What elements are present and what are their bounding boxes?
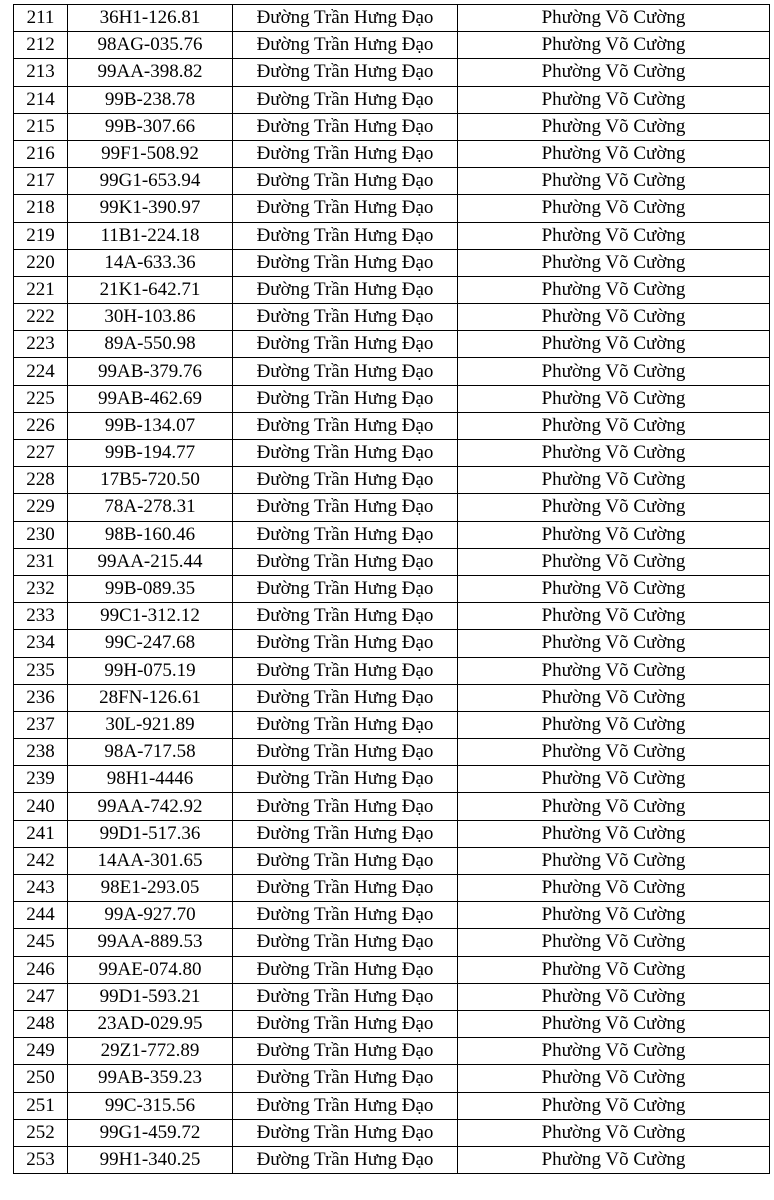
license-plate-cell: 30H-103.86: [68, 304, 233, 331]
street-cell: Đường Trần Hưng Đạo: [233, 385, 458, 412]
street-cell: Đường Trần Hưng Đạo: [233, 195, 458, 222]
ward-cell: Phường Võ Cường: [458, 956, 770, 983]
ward-cell: Phường Võ Cường: [458, 168, 770, 195]
table-row: [14, 603, 770, 630]
row-number-cell: 228: [14, 467, 68, 494]
ward-cell: Phường Võ Cường: [458, 1092, 770, 1119]
ward-cell: Phường Võ Cường: [458, 249, 770, 276]
ward-cell: Phường Võ Cường: [458, 86, 770, 113]
ward-cell: Phường Võ Cường: [458, 1065, 770, 1092]
ward-cell: Phường Võ Cường: [458, 630, 770, 657]
row-number-cell: 249: [14, 1038, 68, 1065]
ward-cell: Phường Võ Cường: [458, 603, 770, 630]
table-row: [14, 684, 770, 711]
table-row: [14, 5, 770, 32]
table-row: [14, 195, 770, 222]
license-plate-cell: 98B-160.46: [68, 521, 233, 548]
table-row: [14, 32, 770, 59]
license-plate-cell: 98E1-293.05: [68, 875, 233, 902]
row-number-cell: 223: [14, 331, 68, 358]
table-body: [14, 5, 770, 1174]
license-plate-cell: 99AA-398.82: [68, 59, 233, 86]
table-row: [14, 86, 770, 113]
street-cell: Đường Trần Hưng Đạo: [233, 739, 458, 766]
ward-cell: Phường Võ Cường: [458, 1038, 770, 1065]
table-row: [14, 304, 770, 331]
license-plate-cell: 78A-278.31: [68, 494, 233, 521]
street-cell: Đường Trần Hưng Đạo: [233, 847, 458, 874]
table-row: [14, 575, 770, 602]
street-cell: Đường Trần Hưng Đạo: [233, 59, 458, 86]
row-number-cell: 220: [14, 249, 68, 276]
row-number-cell: 212: [14, 32, 68, 59]
license-plate-cell: 11B1-224.18: [68, 222, 233, 249]
street-cell: Đường Trần Hưng Đạo: [233, 494, 458, 521]
license-plate-cell: 99D1-517.36: [68, 820, 233, 847]
ward-cell: Phường Võ Cường: [458, 331, 770, 358]
license-plate-cell: 99B-307.66: [68, 113, 233, 140]
table-row: [14, 711, 770, 738]
ward-cell: Phường Võ Cường: [458, 793, 770, 820]
table-row: [14, 59, 770, 86]
table-row: [14, 1119, 770, 1146]
license-plate-cell: 36H1-126.81: [68, 5, 233, 32]
ward-cell: Phường Võ Cường: [458, 929, 770, 956]
row-number-cell: 245: [14, 929, 68, 956]
ward-cell: Phường Võ Cường: [458, 548, 770, 575]
license-plate-cell: 99H1-340.25: [68, 1146, 233, 1173]
street-cell: Đường Trần Hưng Đạo: [233, 983, 458, 1010]
row-number-cell: 236: [14, 684, 68, 711]
row-number-cell: 240: [14, 793, 68, 820]
license-plate-cell: 99F1-508.92: [68, 140, 233, 167]
table-row: [14, 630, 770, 657]
ward-cell: Phường Võ Cường: [458, 140, 770, 167]
table-row: [14, 548, 770, 575]
street-cell: Đường Trần Hưng Đạo: [233, 603, 458, 630]
ward-cell: Phường Võ Cường: [458, 875, 770, 902]
ward-cell: Phường Võ Cường: [458, 902, 770, 929]
street-cell: Đường Trần Hưng Đạo: [233, 1038, 458, 1065]
ward-cell: Phường Võ Cường: [458, 5, 770, 32]
table-row: [14, 739, 770, 766]
row-number-cell: 248: [14, 1010, 68, 1037]
license-plate-cell: 99K1-390.97: [68, 195, 233, 222]
license-plate-cell: 99D1-593.21: [68, 983, 233, 1010]
table-row: [14, 1065, 770, 1092]
street-cell: Đường Trần Hưng Đạo: [233, 331, 458, 358]
row-number-cell: 231: [14, 548, 68, 575]
row-number-cell: 214: [14, 86, 68, 113]
ward-cell: Phường Võ Cường: [458, 467, 770, 494]
street-cell: Đường Trần Hưng Đạo: [233, 5, 458, 32]
street-cell: Đường Trần Hưng Đạo: [233, 304, 458, 331]
ward-cell: Phường Võ Cường: [458, 276, 770, 303]
ward-cell: Phường Võ Cường: [458, 440, 770, 467]
license-plate-cell: 99AA-742.92: [68, 793, 233, 820]
row-number-cell: 225: [14, 385, 68, 412]
row-number-cell: 211: [14, 5, 68, 32]
table-row: [14, 956, 770, 983]
row-number-cell: 229: [14, 494, 68, 521]
row-number-cell: 216: [14, 140, 68, 167]
street-cell: Đường Trần Hưng Đạo: [233, 902, 458, 929]
row-number-cell: 213: [14, 59, 68, 86]
street-cell: Đường Trần Hưng Đạo: [233, 249, 458, 276]
street-cell: Đường Trần Hưng Đạo: [233, 820, 458, 847]
license-plate-cell: 99B-134.07: [68, 412, 233, 439]
street-cell: Đường Trần Hưng Đạo: [233, 467, 458, 494]
street-cell: Đường Trần Hưng Đạo: [233, 1065, 458, 1092]
license-plate-cell: 99C1-312.12: [68, 603, 233, 630]
street-cell: Đường Trần Hưng Đạo: [233, 412, 458, 439]
street-cell: Đường Trần Hưng Đạo: [233, 1119, 458, 1146]
row-number-cell: 222: [14, 304, 68, 331]
license-plate-cell: 99AE-074.80: [68, 956, 233, 983]
table-row: [14, 467, 770, 494]
ward-cell: Phường Võ Cường: [458, 358, 770, 385]
street-cell: Đường Trần Hưng Đạo: [233, 548, 458, 575]
street-cell: Đường Trần Hưng Đạo: [233, 168, 458, 195]
table-row: [14, 766, 770, 793]
street-cell: Đường Trần Hưng Đạo: [233, 113, 458, 140]
street-cell: Đường Trần Hưng Đạo: [233, 766, 458, 793]
street-cell: Đường Trần Hưng Đạo: [233, 657, 458, 684]
street-cell: Đường Trần Hưng Đạo: [233, 575, 458, 602]
street-cell: Đường Trần Hưng Đạo: [233, 793, 458, 820]
row-number-cell: 234: [14, 630, 68, 657]
table-row: [14, 331, 770, 358]
row-number-cell: 250: [14, 1065, 68, 1092]
ward-cell: Phường Võ Cường: [458, 711, 770, 738]
license-plate-cell: 99B-238.78: [68, 86, 233, 113]
ward-cell: Phường Võ Cường: [458, 195, 770, 222]
license-plate-cell: 99B-194.77: [68, 440, 233, 467]
row-number-cell: 219: [14, 222, 68, 249]
row-number-cell: 221: [14, 276, 68, 303]
row-number-cell: 218: [14, 195, 68, 222]
table-row: [14, 657, 770, 684]
street-cell: Đường Trần Hưng Đạo: [233, 222, 458, 249]
row-number-cell: 233: [14, 603, 68, 630]
street-cell: Đường Trần Hưng Đạo: [233, 1146, 458, 1173]
ward-cell: Phường Võ Cường: [458, 304, 770, 331]
row-number-cell: 237: [14, 711, 68, 738]
license-plate-cell: 99G1-459.72: [68, 1119, 233, 1146]
ward-cell: Phường Võ Cường: [458, 1119, 770, 1146]
license-plate-cell: 98AG-035.76: [68, 32, 233, 59]
row-number-cell: 224: [14, 358, 68, 385]
ward-cell: Phường Võ Cường: [458, 113, 770, 140]
table-row: [14, 875, 770, 902]
row-number-cell: 217: [14, 168, 68, 195]
license-plate-cell: 99B-089.35: [68, 575, 233, 602]
ward-cell: Phường Võ Cường: [458, 983, 770, 1010]
table-row: [14, 440, 770, 467]
street-cell: Đường Trần Hưng Đạo: [233, 956, 458, 983]
license-plate-cell: 98A-717.58: [68, 739, 233, 766]
table-row: [14, 820, 770, 847]
row-number-cell: 239: [14, 766, 68, 793]
table-row: [14, 1146, 770, 1173]
table-row: [14, 494, 770, 521]
row-number-cell: 241: [14, 820, 68, 847]
ward-cell: Phường Võ Cường: [458, 657, 770, 684]
table-row: [14, 1092, 770, 1119]
license-plate-cell: 99AB-462.69: [68, 385, 233, 412]
license-plate-cell: 99H-075.19: [68, 657, 233, 684]
row-number-cell: 238: [14, 739, 68, 766]
street-cell: Đường Trần Hưng Đạo: [233, 32, 458, 59]
row-number-cell: 226: [14, 412, 68, 439]
ward-cell: Phường Võ Cường: [458, 575, 770, 602]
table-row: [14, 276, 770, 303]
street-cell: Đường Trần Hưng Đạo: [233, 684, 458, 711]
row-number-cell: 243: [14, 875, 68, 902]
ward-cell: Phường Võ Cường: [458, 32, 770, 59]
street-cell: Đường Trần Hưng Đạo: [233, 1010, 458, 1037]
street-cell: Đường Trần Hưng Đạo: [233, 630, 458, 657]
table-row: [14, 847, 770, 874]
row-number-cell: 244: [14, 902, 68, 929]
license-plate-cell: 99AA-215.44: [68, 548, 233, 575]
ward-cell: Phường Võ Cường: [458, 739, 770, 766]
street-cell: Đường Trần Hưng Đạo: [233, 929, 458, 956]
table-row: [14, 902, 770, 929]
license-plate-cell: 99AB-379.76: [68, 358, 233, 385]
license-plate-cell: 99G1-653.94: [68, 168, 233, 195]
ward-cell: Phường Võ Cường: [458, 222, 770, 249]
table-row: [14, 1038, 770, 1065]
table-row: [14, 412, 770, 439]
license-plate-cell: 14AA-301.65: [68, 847, 233, 874]
table-row: [14, 385, 770, 412]
row-number-cell: 230: [14, 521, 68, 548]
table-row: [14, 140, 770, 167]
ward-cell: Phường Võ Cường: [458, 847, 770, 874]
license-plate-cell: 23AD-029.95: [68, 1010, 233, 1037]
row-number-cell: 246: [14, 956, 68, 983]
license-plate-cell: 21K1-642.71: [68, 276, 233, 303]
license-plate-cell: 28FN-126.61: [68, 684, 233, 711]
street-cell: Đường Trần Hưng Đạo: [233, 711, 458, 738]
street-cell: Đường Trần Hưng Đạo: [233, 140, 458, 167]
street-cell: Đường Trần Hưng Đạo: [233, 521, 458, 548]
license-plate-cell: 99C-247.68: [68, 630, 233, 657]
row-number-cell: 242: [14, 847, 68, 874]
ward-cell: Phường Võ Cường: [458, 684, 770, 711]
row-number-cell: 253: [14, 1146, 68, 1173]
street-cell: Đường Trần Hưng Đạo: [233, 1092, 458, 1119]
ward-cell: Phường Võ Cường: [458, 820, 770, 847]
license-plate-cell: 14A-633.36: [68, 249, 233, 276]
row-number-cell: 235: [14, 657, 68, 684]
street-cell: Đường Trần Hưng Đạo: [233, 358, 458, 385]
row-number-cell: 252: [14, 1119, 68, 1146]
license-plate-cell: 98H1-4446: [68, 766, 233, 793]
license-plate-cell: 30L-921.89: [68, 711, 233, 738]
license-plate-cell: 29Z1-772.89: [68, 1038, 233, 1065]
ward-cell: Phường Võ Cường: [458, 521, 770, 548]
street-cell: Đường Trần Hưng Đạo: [233, 875, 458, 902]
license-plate-table: [13, 4, 770, 1174]
row-number-cell: 247: [14, 983, 68, 1010]
table-row: [14, 358, 770, 385]
table-row: [14, 113, 770, 140]
table-row: [14, 929, 770, 956]
table-row: [14, 793, 770, 820]
ward-cell: Phường Võ Cường: [458, 59, 770, 86]
table-row: [14, 521, 770, 548]
street-cell: Đường Trần Hưng Đạo: [233, 86, 458, 113]
license-plate-cell: 99A-927.70: [68, 902, 233, 929]
table-row: [14, 1010, 770, 1037]
row-number-cell: 215: [14, 113, 68, 140]
table-row: [14, 249, 770, 276]
document-page: [13, 4, 770, 1174]
ward-cell: Phường Võ Cường: [458, 412, 770, 439]
street-cell: Đường Trần Hưng Đạo: [233, 276, 458, 303]
table-row: [14, 168, 770, 195]
row-number-cell: 227: [14, 440, 68, 467]
table-row: [14, 222, 770, 249]
ward-cell: Phường Võ Cường: [458, 1010, 770, 1037]
license-plate-cell: 89A-550.98: [68, 331, 233, 358]
ward-cell: Phường Võ Cường: [458, 1146, 770, 1173]
license-plate-cell: 99AA-889.53: [68, 929, 233, 956]
license-plate-cell: 99AB-359.23: [68, 1065, 233, 1092]
row-number-cell: 232: [14, 575, 68, 602]
table-row: [14, 983, 770, 1010]
ward-cell: Phường Võ Cường: [458, 766, 770, 793]
license-plate-cell: 17B5-720.50: [68, 467, 233, 494]
ward-cell: Phường Võ Cường: [458, 494, 770, 521]
ward-cell: Phường Võ Cường: [458, 385, 770, 412]
row-number-cell: 251: [14, 1092, 68, 1119]
license-plate-cell: 99C-315.56: [68, 1092, 233, 1119]
street-cell: Đường Trần Hưng Đạo: [233, 440, 458, 467]
